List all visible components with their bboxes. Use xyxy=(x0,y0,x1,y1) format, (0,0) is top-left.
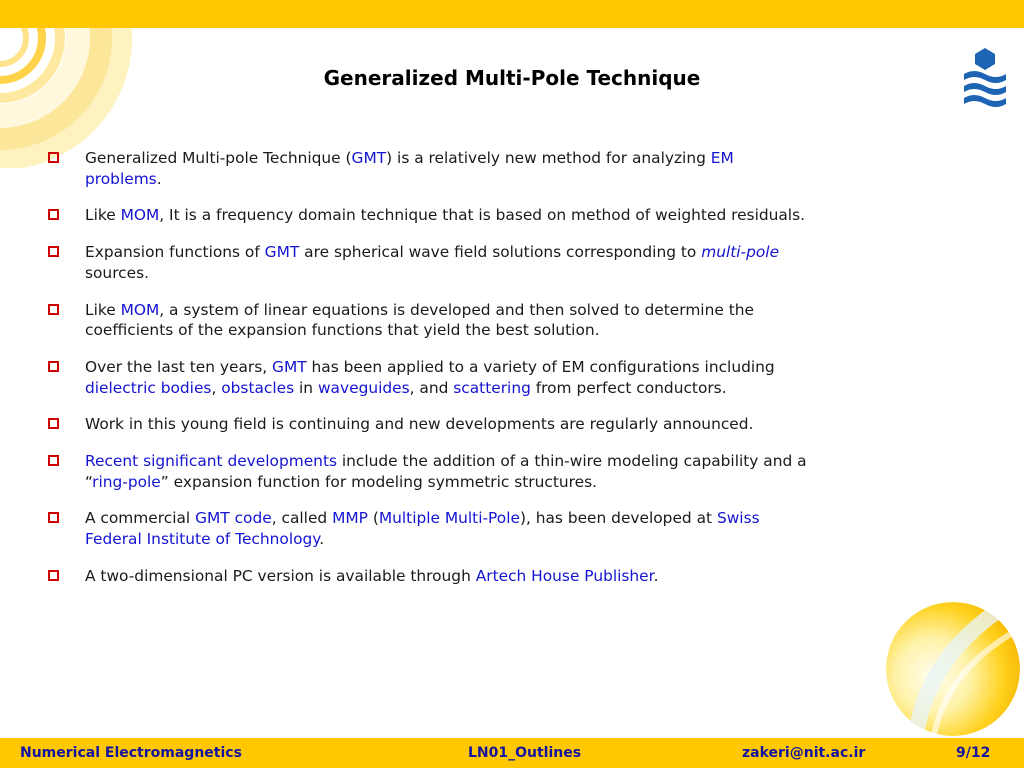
bullet-text: . xyxy=(653,566,659,585)
bullet-text: Generalized Multi-pole Technique ( xyxy=(85,149,352,167)
bullet-item xyxy=(48,508,808,549)
footer-page-number: 9/12 xyxy=(956,745,991,761)
highlighted-term: dielectric bodies xyxy=(85,378,212,397)
highlighted-term: Recent significant developments xyxy=(85,452,337,471)
bullet-text: ) is a relatively new method for analyzing xyxy=(386,149,711,167)
hollow-square-bullet-icon xyxy=(48,361,59,372)
bullet-text: ), has been developed at xyxy=(519,509,717,528)
bullet-text: A commercial xyxy=(85,509,196,528)
bullet-item xyxy=(48,357,808,398)
bullet-text: from perfect conductors. xyxy=(530,378,727,397)
highlighted-term: GMT xyxy=(272,357,307,376)
sphere-decoration xyxy=(886,602,1020,736)
bullet-text: ” expansion function for modeling symmetric structures. xyxy=(160,472,598,491)
bullet-item xyxy=(48,414,808,435)
bullet-item xyxy=(48,300,808,341)
top-band xyxy=(0,0,1024,28)
footer-file: LN01_Outlines xyxy=(468,745,582,761)
bullet-text: , and xyxy=(409,378,454,397)
hollow-square-bullet-icon xyxy=(48,512,59,523)
hollow-square-bullet-icon xyxy=(48,455,59,466)
bullet-text: include the addition of a thin-wire modeling capability and a “ xyxy=(85,452,807,491)
footer-email: zakeri@nit.ac.ir xyxy=(742,745,866,761)
bullet-text: A two-dimensional PC version is available through xyxy=(85,566,476,585)
bullet-text: Like xyxy=(85,300,121,319)
highlighted-term: MOM xyxy=(120,206,160,225)
slide-title: Generalized Multi-Pole Technique xyxy=(323,66,701,90)
bullet-text: sources. xyxy=(85,263,150,282)
bullet-text: , a system of linear equations is developed and then solved to determine the coefficients of the expansion functions that yield the best solution. xyxy=(85,300,754,340)
hollow-square-bullet-icon xyxy=(48,152,59,163)
bullet-item xyxy=(48,242,808,283)
highlighted-term: multi-pole xyxy=(701,243,780,262)
bullet-text: , It is a frequency domain technique that is based on method of weighted residuals. xyxy=(159,206,805,225)
highlighted-term: waveguides xyxy=(317,378,410,397)
hollow-square-bullet-icon xyxy=(48,418,59,429)
bullet-text: , xyxy=(211,378,222,397)
highlighted-term: Swiss Federal Institute of Technology xyxy=(85,509,760,549)
hollow-square-bullet-icon xyxy=(48,570,59,581)
concentric-arcs-graphic xyxy=(0,28,140,168)
highlighted-term: Artech House Publisher xyxy=(475,566,654,585)
bullet-text: are spherical wave field solutions corresponding to xyxy=(299,243,702,262)
footer-bar xyxy=(0,738,1024,768)
bullet-text: Over the last ten years, xyxy=(85,357,273,376)
highlighted-term: EM problems xyxy=(85,149,734,188)
bullet-text: Like xyxy=(85,206,121,225)
bullet-text: . xyxy=(156,169,162,188)
highlighted-term: ring-pole xyxy=(92,472,161,491)
bullet-text: in xyxy=(294,378,318,397)
bullet-list xyxy=(48,148,808,603)
bullet-text: has been applied to a variety of EM configurations including xyxy=(306,357,775,376)
bullet-item xyxy=(48,205,808,226)
highlighted-term: GMT xyxy=(351,149,387,167)
bullet-item xyxy=(48,566,808,587)
highlighted-term: GMT code xyxy=(195,509,272,528)
highlighted-term: GMT xyxy=(264,243,300,262)
bullet-item xyxy=(48,148,808,189)
highlighted-term: scattering xyxy=(453,378,531,397)
hollow-square-bullet-icon xyxy=(48,246,59,257)
highlighted-term: obstacles xyxy=(221,378,295,397)
hollow-square-bullet-icon xyxy=(48,304,59,315)
hollow-square-bullet-icon xyxy=(48,209,59,220)
bullet-text: ( xyxy=(367,509,379,528)
bullet-text: . xyxy=(319,530,325,549)
bullet-text: , called xyxy=(271,509,333,528)
corner-decoration xyxy=(0,28,140,168)
highlighted-term: Multiple Multi-Pole xyxy=(378,509,520,528)
bullet-item xyxy=(48,451,808,492)
bullet-text: Work in this young field is continuing and new developments are regularly announced. xyxy=(85,415,754,434)
footer-course: Numerical Electromagnetics xyxy=(20,745,242,761)
highlighted-term: MMP xyxy=(332,509,368,528)
highlighted-term: MOM xyxy=(120,300,160,319)
bullet-text: Expansion functions of xyxy=(85,243,265,262)
